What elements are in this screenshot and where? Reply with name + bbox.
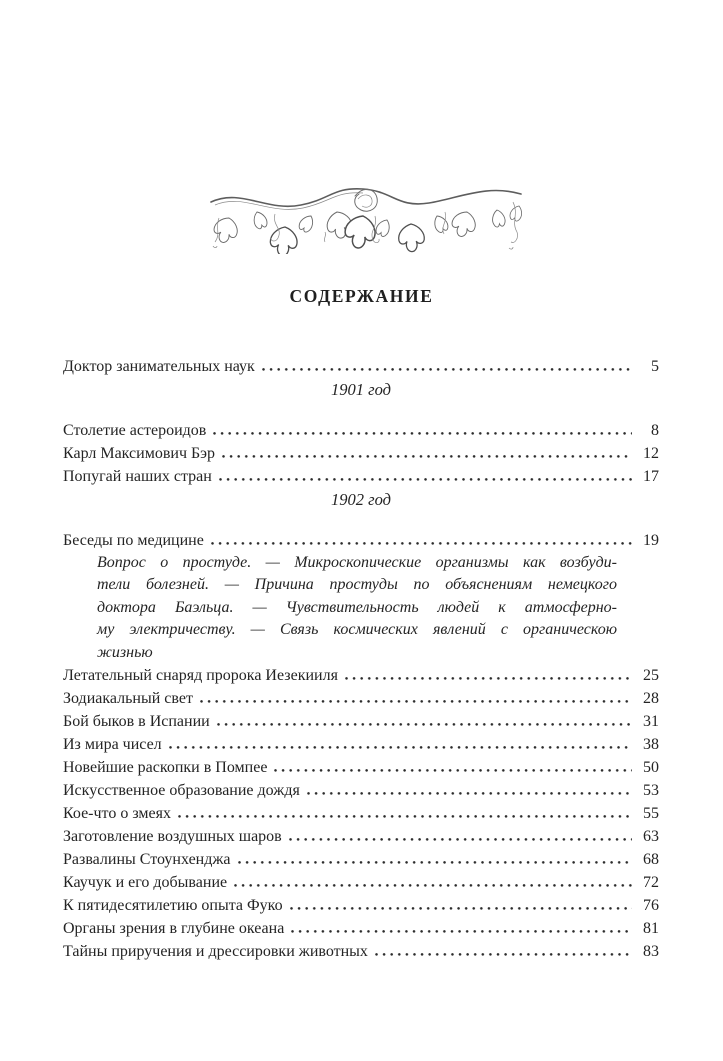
toc-page-number: 76 (643, 897, 659, 915)
toc-entry-row (63, 687, 659, 710)
toc-entry-row (63, 894, 659, 917)
page-title: СОДЕРЖАНИЕ (289, 286, 434, 306)
toc-entry-row (63, 442, 659, 465)
toc-page-number: 17 (643, 468, 659, 485)
toc-entry-title: Кое-что о змеях (63, 805, 172, 823)
toc-year-header: 1901 год (331, 380, 391, 399)
toc-entry-row (63, 465, 659, 488)
toc-entry-title: Органы зрения в глубине океана (63, 920, 285, 938)
toc-entry-row (63, 917, 659, 940)
toc-entry-title: Летательный снаряд пророка Иезекииля (63, 667, 338, 685)
toc-page-number: 68 (643, 851, 659, 869)
dot-leader (234, 883, 632, 887)
toc-note-line: доктора Баэльца. — Чувствительность людей к атмосферно- (97, 598, 617, 616)
dot-leader (262, 367, 632, 371)
toc-entry-row (63, 733, 659, 756)
toc-entry-note (97, 552, 617, 664)
toc-page-number: 63 (643, 828, 659, 846)
toc-entry-row (63, 710, 659, 733)
dot-leader (375, 952, 632, 956)
toc-page-number: 83 (643, 943, 659, 961)
toc-list (63, 352, 659, 963)
dot-leader (213, 431, 632, 435)
toc-entry-row (63, 779, 659, 802)
toc-page-number: 53 (643, 782, 659, 800)
toc-entry-title: К пятидесятилетию опыта Фуко (63, 897, 283, 915)
dot-leader (178, 814, 632, 818)
toc-entry-row (63, 419, 659, 442)
toc-year-header: 1902 год (331, 490, 391, 509)
toc-page-number: 8 (651, 422, 659, 439)
toc-page-number: 38 (643, 736, 659, 754)
toc-page-number: 25 (643, 667, 659, 685)
dot-leader (238, 860, 632, 864)
toc-page-number: 5 (651, 358, 659, 375)
toc-entry-row (63, 355, 659, 378)
vine-ornament-graphic (205, 172, 535, 254)
toc-entry-title: Заготовление воздушных шаров (63, 828, 282, 846)
vine-ornament (205, 172, 535, 254)
toc-page-number: 12 (643, 445, 659, 462)
toc-note-line: му электричеству. — Связь космических явлений с органическою (97, 621, 617, 639)
toc-entry-title: Развалины Стоунхенджа (63, 851, 231, 869)
dot-leader (307, 791, 632, 795)
toc-entry-title: Столетие астероидов (63, 422, 207, 439)
toc-note-line: Вопрос о простуде. — Микроскопические организмы как возбуди- (97, 554, 617, 571)
dot-leader (289, 837, 632, 841)
toc-page-number: 55 (643, 805, 659, 823)
toc-entry-row (63, 848, 659, 871)
toc-entry-title: Попугай наших стран (63, 468, 212, 485)
toc-entry-title: Каучук и его добывание (63, 874, 228, 892)
toc-page-number: 81 (643, 920, 659, 938)
toc-entry-title: Беседы по медицине (63, 532, 204, 549)
dot-leader (290, 906, 632, 910)
toc-entry-title: Тайны приручения и дрессировки животных (63, 943, 368, 961)
dot-leader (211, 541, 632, 545)
toc-entry-row (63, 871, 659, 894)
toc-note-line: тели болезней. — Причина простуды по объяснениям немецкого (97, 576, 617, 594)
toc-entry-title: Искусственное образование дождя (63, 782, 300, 800)
toc-entry-title: Бой быков в Испании (63, 713, 210, 731)
dot-leader (219, 477, 632, 481)
toc-entry-row (63, 756, 659, 779)
toc-entry-title: Доктор занимательных наук (63, 358, 255, 375)
toc-note-line: жизнью (97, 643, 153, 661)
dot-leader (200, 699, 632, 703)
toc-entry-row (63, 529, 659, 552)
toc-page-number: 28 (643, 690, 659, 708)
dot-leader (345, 676, 632, 680)
dot-leader (222, 454, 632, 458)
dot-leader (291, 929, 632, 933)
toc-entry-title: Карл Максимович Бэр (63, 445, 216, 462)
toc-page-number: 31 (643, 713, 659, 731)
toc-entry-title: Новейшие раскопки в Помпее (63, 759, 268, 777)
dot-leader (169, 745, 632, 749)
toc-entry-title: Из мира чисел (63, 736, 162, 754)
toc-entry-row (63, 940, 659, 963)
toc-entry-row (63, 825, 659, 848)
toc-page-number: 50 (643, 759, 659, 777)
toc-page-number: 72 (643, 874, 659, 892)
toc-entry-title: Зодиакальный свет (63, 690, 193, 708)
toc-page-number: 19 (643, 532, 659, 549)
toc-entry-row (63, 664, 659, 687)
toc-entry-row (63, 802, 659, 825)
dot-leader (274, 768, 632, 772)
dot-leader (217, 722, 632, 726)
